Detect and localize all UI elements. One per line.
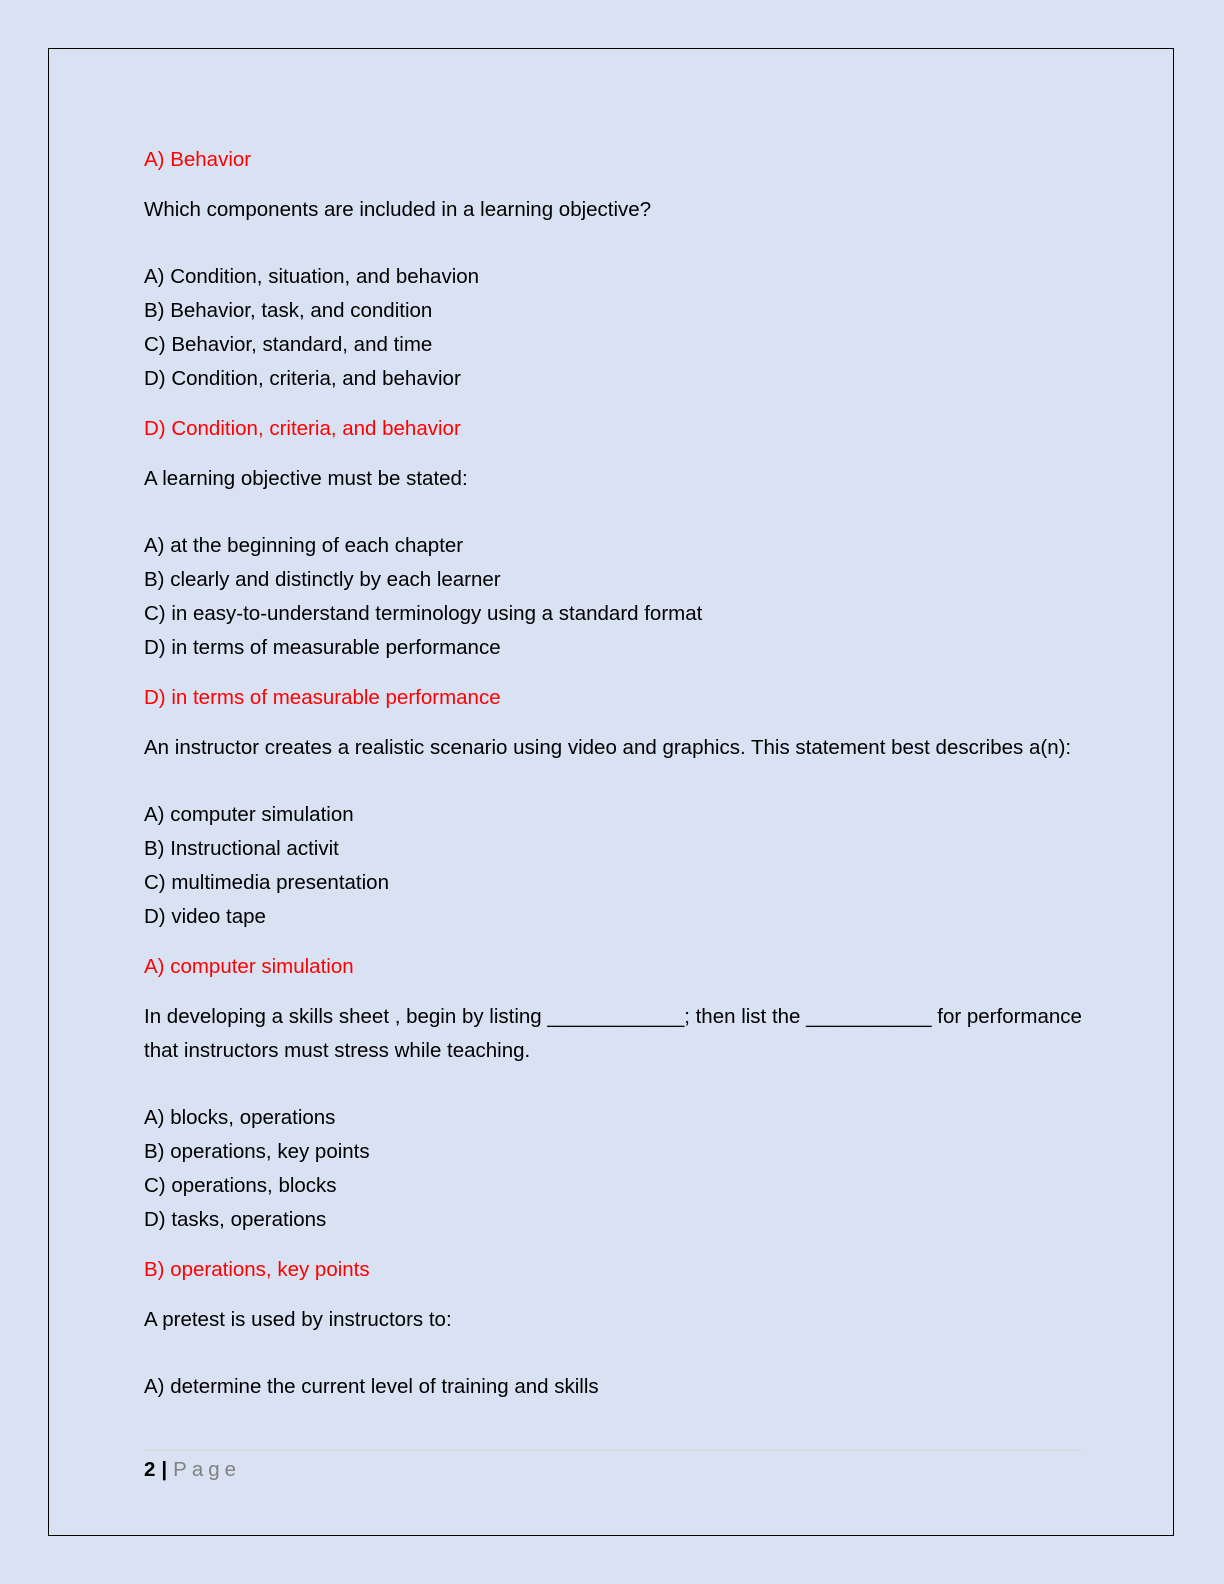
option-list (144, 1370, 1084, 1404)
option-item: C) Behavior, standard, and time (144, 333, 433, 356)
footer-divider (144, 1450, 1084, 1451)
question-text: Which components are included in a learning objective? (144, 198, 652, 221)
option-list (144, 260, 1084, 396)
option-item: D) Condition, criteria, and behavior (144, 367, 461, 390)
page-footer (144, 1455, 241, 1485)
option-item: D) video tape (144, 905, 266, 928)
footer-separator: | (161, 1458, 168, 1481)
option-list (144, 1101, 1084, 1237)
document-body (144, 143, 1084, 1420)
answer-text: A) computer simulation (144, 955, 354, 978)
option-item: A) computer simulation (144, 803, 354, 826)
option-item: B) Instructional activit (144, 837, 339, 860)
option-item: B) clearly and distinctly by each learner (144, 568, 501, 591)
question-text: In developing a skills sheet , begin by listing ____________; then list the ___________ for performance that instructors must stress while teaching. (144, 1005, 1082, 1062)
option-item: A) Condition, situation, and behavion (144, 265, 480, 288)
option-item: C) operations, blocks (144, 1174, 337, 1197)
option-item: C) in easy-to-understand terminology using a standard format (144, 602, 703, 625)
question-text: A learning objective must be stated: (144, 467, 468, 490)
answer-text: D) Condition, criteria, and behavior (144, 417, 461, 440)
option-list (144, 529, 1084, 665)
answer-text: B) operations, key points (144, 1258, 370, 1281)
option-item: B) Behavior, task, and condition (144, 299, 433, 322)
option-item: A) blocks, operations (144, 1106, 336, 1129)
option-item: B) operations, key points (144, 1140, 370, 1163)
option-item: C) multimedia presentation (144, 871, 389, 894)
option-item: A) at the beginning of each chapter (144, 534, 464, 557)
answer-text: A) Behavior (144, 148, 252, 171)
option-item: D) in terms of measurable performance (144, 636, 501, 659)
option-item: D) tasks, operations (144, 1208, 327, 1231)
page-label: Page (173, 1458, 242, 1481)
question-text: An instructor creates a realistic scenario using video and graphics. This statement best describes a(n): (144, 736, 1072, 759)
page-number: 2 (144, 1458, 156, 1481)
option-list (144, 798, 1084, 934)
answer-text: D) in terms of measurable performance (144, 686, 501, 709)
question-text: A pretest is used by instructors to: (144, 1308, 452, 1331)
option-item: A) determine the current level of training and skills (144, 1375, 599, 1398)
